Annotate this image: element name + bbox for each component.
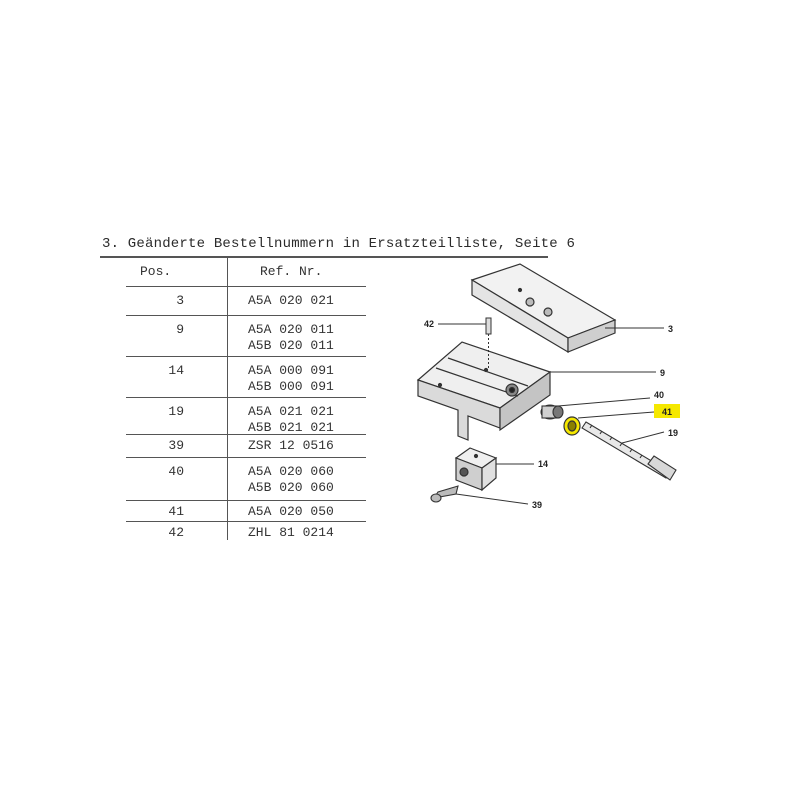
- row-pos: 41: [168, 504, 184, 519]
- table-row: [126, 357, 366, 398]
- row-pos: 9: [176, 322, 184, 337]
- part-41-nut-highlighted: [564, 417, 580, 435]
- table-row: [126, 435, 366, 458]
- exploded-parts-diagram: [400, 250, 700, 520]
- table-row: [126, 316, 366, 357]
- row-ref: A5B 000 091: [248, 379, 334, 394]
- callout-9: 9: [660, 368, 666, 378]
- callout-14: 14: [538, 459, 549, 469]
- row-pos: 14: [168, 363, 184, 378]
- row-ref: A5A 000 091: [248, 363, 334, 378]
- row-pos: 19: [168, 404, 184, 419]
- section-heading: 3. Geänderte Bestellnummern in Ersatzteilliste, Seite 6: [102, 236, 576, 252]
- row-ref: A5A 020 050: [248, 504, 334, 519]
- row-pos: 42: [168, 525, 184, 540]
- callout-3: 3: [668, 324, 674, 334]
- callout-39: 39: [532, 500, 543, 510]
- row-ref: A5B 020 011: [248, 338, 334, 353]
- part-19-spindle: [582, 422, 679, 480]
- callout-19: 19: [668, 428, 679, 438]
- table-row: [126, 458, 366, 501]
- callout-42: 42: [424, 319, 435, 329]
- row-pos: 39: [168, 438, 184, 453]
- parts-table: [126, 258, 366, 544]
- part-14-clamp-block: [456, 448, 496, 490]
- table-row: [126, 501, 366, 522]
- row-pos: 40: [168, 464, 184, 479]
- row-ref: A5A 020 011: [248, 322, 334, 337]
- table-header: [126, 258, 366, 287]
- part-9-base-slide: [418, 342, 550, 440]
- row-ref: A5B 020 060: [248, 480, 334, 495]
- header-pos: Pos.: [140, 264, 172, 279]
- row-ref: A5B 021 021: [248, 420, 334, 435]
- part-3-top-rail: [472, 264, 615, 352]
- table-row: [126, 287, 366, 316]
- part-39-screw: [431, 486, 458, 502]
- part-40-bushing: [541, 405, 563, 419]
- table-row: [126, 522, 366, 544]
- row-ref: A5A 021 021: [248, 404, 334, 419]
- row-ref: ZSR 12 0516: [248, 438, 334, 453]
- callout-41: 41: [662, 407, 673, 417]
- callout-40: 40: [654, 390, 665, 400]
- row-ref: A5A 020 060: [248, 464, 334, 479]
- table-row: [126, 398, 366, 435]
- row-pos: 3: [176, 293, 184, 308]
- row-ref: A5A 020 021: [248, 293, 334, 308]
- header-ref: Ref. Nr.: [260, 264, 323, 279]
- row-ref: ZHL 81 0214: [248, 525, 334, 540]
